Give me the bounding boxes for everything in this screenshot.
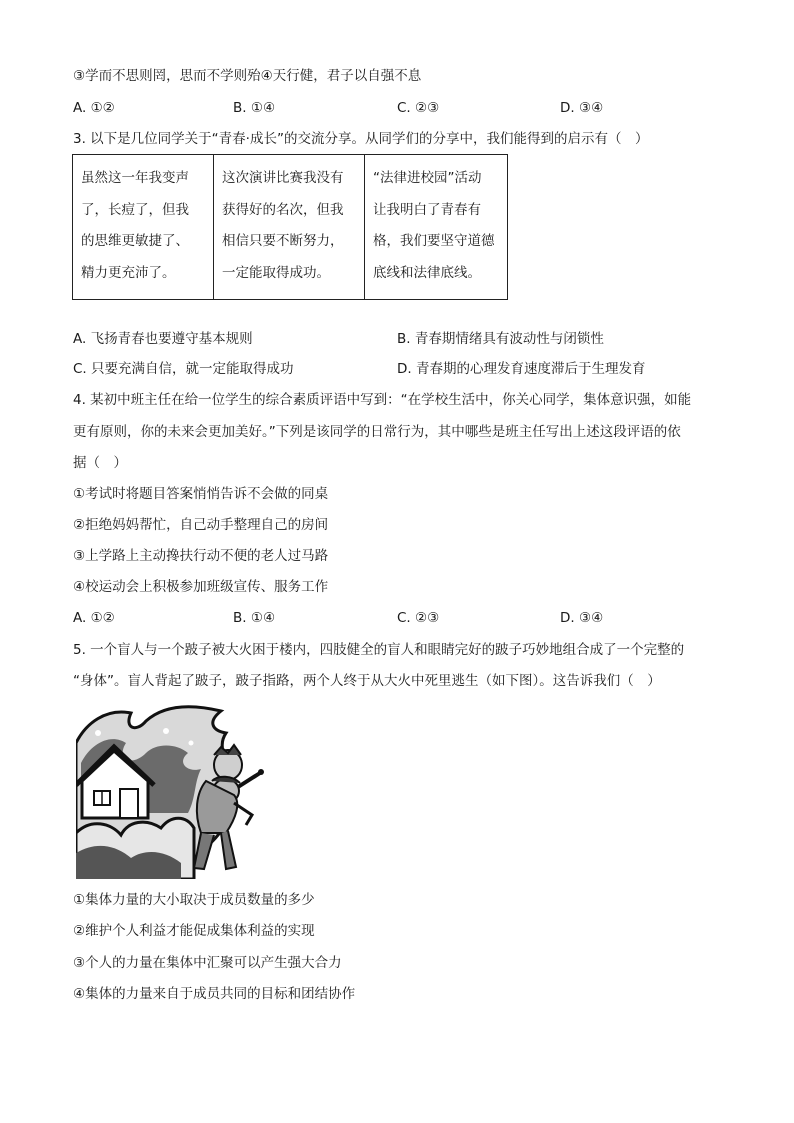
fire-escape-illustration bbox=[76, 703, 266, 879]
q4-stem-line-2: 更有原则，你的未来会更加美好。”下列是该同学的日常行为，其中哪些是班主任写出上述这段评语的依 bbox=[73, 424, 681, 440]
q4-option-c: C. ②③ bbox=[397, 610, 440, 626]
q2-stem-tail: ③学而不思则罔，思而不学则殆④天行健，君子以自强不息 bbox=[73, 68, 422, 84]
q2-option-c: C. ②③ bbox=[397, 100, 440, 116]
q3-option-c: C. 只要充满自信，就一定能取得成功 bbox=[73, 361, 294, 377]
q4-item-2: ②拒绝妈妈帮忙，自己动手整理自己的房间 bbox=[73, 517, 329, 533]
q4-option-a: A. ①② bbox=[73, 610, 115, 626]
q3-cell-2-line: 相信只要不断努力， bbox=[222, 233, 344, 249]
q2-option-b: B. ①④ bbox=[233, 100, 276, 116]
q4-option-d: D. ③④ bbox=[560, 610, 604, 626]
q3-cell-3-line: 格，我们要坚守道德 bbox=[373, 233, 495, 249]
q4-stem-line-3: 据（ ） bbox=[73, 455, 127, 471]
q3-share-cell-3 bbox=[365, 155, 508, 300]
q3-options-row-1 bbox=[73, 329, 713, 349]
q3-cell-3-line: 让我明白了青春有 bbox=[373, 201, 481, 218]
q3-cell-1-line: 了，长痘了，但我 bbox=[81, 201, 189, 218]
q2-option-a: A. ①② bbox=[73, 100, 115, 116]
q3-options-row-2 bbox=[73, 359, 713, 379]
q5-stem-line-2: “身体”。盲人背起了跛子，跛子指路，两个人终于从大火中死里逃生（如下图）。这告诉我们（ ） bbox=[73, 673, 661, 689]
q3-cell-1-line: 的思维更敏捷了、 bbox=[81, 233, 189, 249]
q3-cell-1-line: 精力更充沛了。 bbox=[81, 264, 176, 281]
q3-cell-3-line: 底线和法律底线。 bbox=[373, 264, 481, 281]
q5-item-3: ③个人的力量在集体中汇聚可以产生强大合力 bbox=[73, 955, 342, 971]
q3-option-a: A. 飞扬青春也要遵守基本规则 bbox=[73, 331, 253, 347]
q4-item-4: ④校运动会上积极参加班级宣传、服务工作 bbox=[73, 579, 329, 595]
q3-share-table bbox=[72, 154, 508, 300]
q3-stem: 3. 以下是几位同学关于“青春·成长”的交流分享。从同学们的分享中，我们能得到的启示有（ ） bbox=[73, 131, 649, 147]
q4-item-3: ③上学路上主动搀扶行动不便的老人过马路 bbox=[73, 548, 329, 564]
fire-escape-illustration-svg bbox=[76, 703, 266, 879]
q3-share-cell-2 bbox=[214, 155, 365, 300]
q5-item-2: ②维护个人利益才能促成集体利益的实现 bbox=[73, 923, 315, 939]
q4-option-b: B. ①④ bbox=[233, 610, 276, 626]
q4-item-1: ①考试时将题目答案悄悄告诉不会做的同桌 bbox=[73, 486, 329, 502]
q3-cell-3-line: “法律进校园”活动 bbox=[373, 170, 482, 186]
q4-stem-line-1: 4. 某初中班主任在给一位学生的综合素质评语中写到：“在学校生活中，你关心同学，集体意识强，如能 bbox=[73, 392, 692, 408]
q2-options bbox=[73, 98, 713, 118]
q3-cell-1-line: 虽然这一年我变声 bbox=[81, 170, 189, 186]
q3-cell-2-line: 一定能取得成功。 bbox=[222, 264, 330, 281]
q5-stem-line-1: 5. 一个盲人与一个跛子被大火困于楼内，四肢健全的盲人和眼睛完好的跛子巧妙地组合成了一个完整的 bbox=[73, 642, 685, 658]
q4-options bbox=[73, 608, 713, 628]
q5-item-1: ①集体力量的大小取决于成员数量的多少 bbox=[73, 892, 315, 908]
q3-cell-2-line: 这次演讲比赛我没有 bbox=[222, 170, 344, 186]
q3-share-cell-1 bbox=[73, 155, 214, 300]
q5-item-4: ④集体的力量来自于成员共同的目标和团结协作 bbox=[73, 986, 356, 1002]
q3-option-d: D. 青春期的心理发育速度滞后于生理发育 bbox=[397, 361, 646, 377]
q2-option-d: D. ③④ bbox=[560, 100, 604, 116]
q3-option-b: B. 青春期情绪具有波动性与闭锁性 bbox=[397, 331, 604, 347]
q3-cell-2-line: 获得好的名次，但我 bbox=[222, 201, 344, 218]
